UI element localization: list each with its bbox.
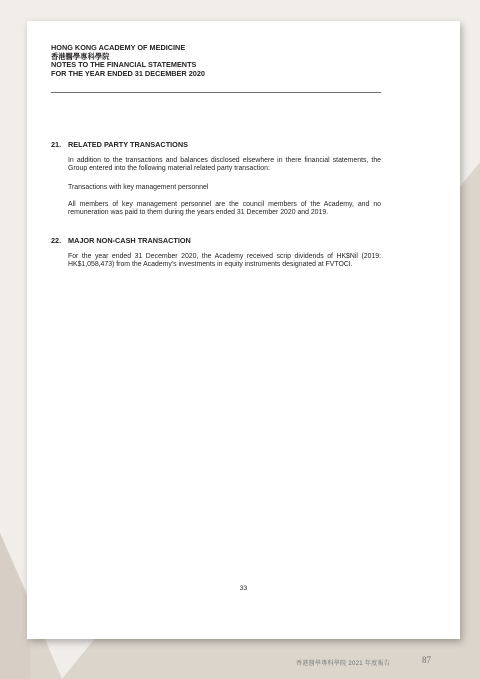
section-heading-22 (51, 236, 191, 245)
section-paragraph: In addition to the transactions and balances disclosed elsewhere in there financial statements, the Group entered into the following material related party transaction: (68, 157, 381, 173)
header-divider (51, 92, 381, 93)
document-page (27, 21, 460, 639)
section-title: MAJOR NON-CASH TRANSACTION (68, 236, 191, 245)
statement-period: FOR THE YEAR ENDED 31 DECEMBER 2020 (51, 68, 205, 78)
org-name-chinese: 香港醫學專科學院 (51, 51, 110, 61)
document-header (51, 44, 391, 78)
org-name: HONG KONG ACADEMY OF MEDICINE (51, 43, 186, 52)
section-heading-21 (51, 140, 188, 149)
section-number: 22. (51, 236, 62, 245)
statement-title: NOTES TO THE FINANCIAL STATEMENTS (51, 60, 197, 69)
footer-page-number: 87 (422, 655, 431, 665)
section-paragraph: Transactions with key management personnel (68, 184, 209, 191)
section-number: 21. (51, 140, 62, 149)
section-paragraph: All members of key management personnel are the council members of the Academy, and no remuneration was paid to them during the years ended 31 December 2020 and 2019. (68, 201, 381, 217)
section-paragraph: For the year ended 31 December 2020, the Academy received scrip dividends of HK$Nil (2019: HK$1,058,473) from the Academy's investments in equity instruments designated at FVTOCI. (68, 253, 381, 269)
section-title: RELATED PARTY TRANSACTIONS (68, 140, 188, 149)
footer-report-title: 香港醫學專科學院 2021 年度報告 (296, 661, 391, 667)
page-number: 33 (239, 585, 248, 592)
